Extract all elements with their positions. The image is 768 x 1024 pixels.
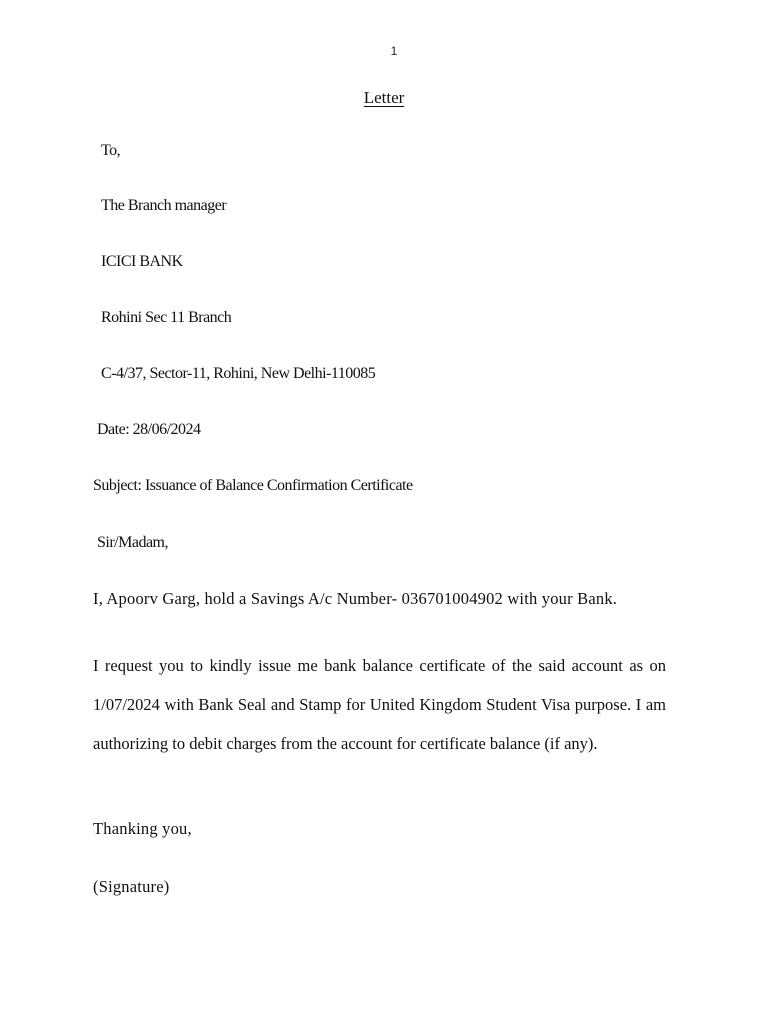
- recipient-title: The Branch manager: [101, 197, 227, 214]
- letter-heading: Letter: [363, 88, 405, 107]
- salutation: Sir/Madam,: [97, 534, 168, 551]
- request-paragraph: I request you to kindly issue me bank balance certificate of the said account as on 1/07/2024 with Bank Seal and Stamp for United Kingdom Student Visa purpose. I am authorizing to debit charges from the account for certificate balance (if any).: [93, 656, 666, 753]
- recipient-address: C-4/37, Sector-11, Rohini, New Delhi-110085: [101, 365, 376, 382]
- recipient-branch: Rohini Sec 11 Branch: [101, 309, 232, 326]
- closing-line: Thanking you,: [93, 819, 192, 838]
- letter-date: Date: 28/06/2024: [97, 421, 201, 438]
- recipient-bank: ICICI BANK: [101, 253, 183, 270]
- intro-paragraph: I, Apoorv Garg, hold a Savings A/c Number- 036701004902 with your Bank.: [93, 589, 618, 608]
- letter-subject: Subject: Issuance of Balance Confirmation Certificate: [93, 477, 413, 494]
- signature-line: (Signature): [93, 877, 170, 896]
- recipient-to: To,: [101, 142, 121, 159]
- page-number: 1: [390, 44, 398, 58]
